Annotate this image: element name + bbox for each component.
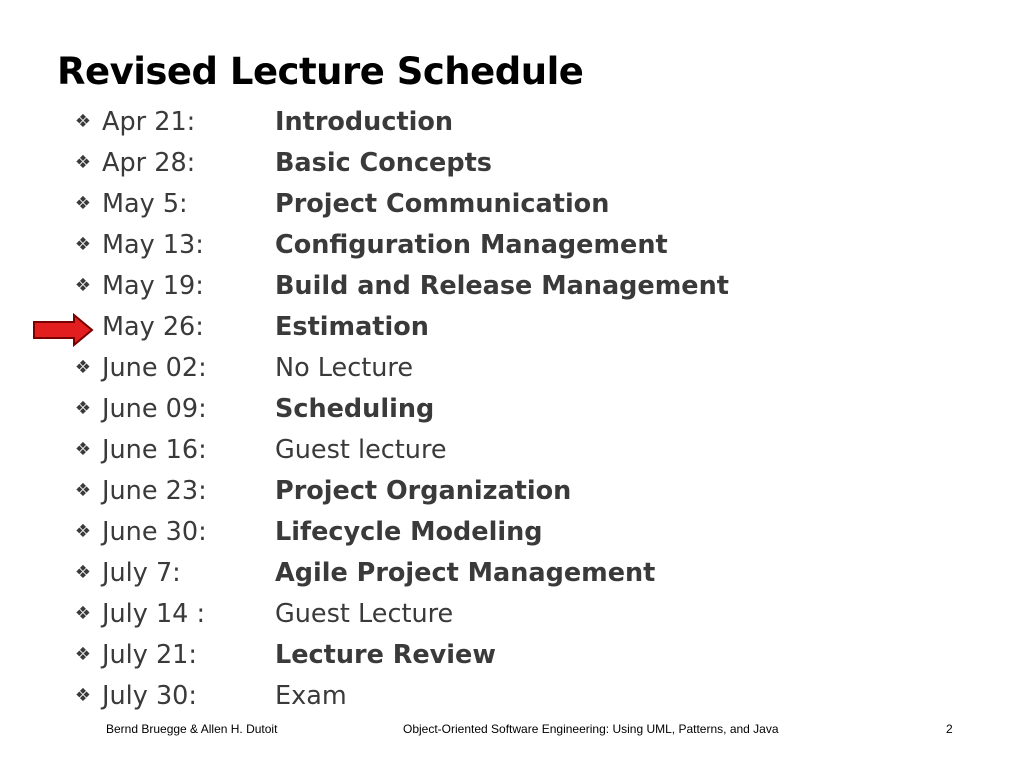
schedule-item [72,346,972,387]
diamond-bullet-icon: ❖ [74,193,92,214]
footer-page-number: 2 [946,722,953,736]
schedule-topic: Introduction [275,107,454,137]
schedule-item [72,633,972,674]
schedule-topic: Agile Project Management [275,558,656,588]
schedule-date: June 16: [102,435,207,465]
schedule-date: June 09: [102,394,207,424]
schedule-topic: Exam [275,681,347,711]
schedule-topic: Guest lecture [275,435,447,465]
schedule-item [72,428,972,469]
schedule-item [72,510,972,551]
footer-book-title: Object-Oriented Software Engineering: Using UML, Patterns, and Java [403,722,779,736]
schedule-date: June 30: [102,517,207,547]
schedule-topic: Guest Lecture [275,599,454,629]
schedule-topic: Configuration Management [275,230,668,260]
schedule-item [72,592,972,633]
slide-title: Revised Lecture Schedule [57,50,584,93]
schedule-date: July 21: [102,640,198,670]
red-arrow-icon [32,313,94,347]
schedule-date: May 19: [102,271,204,301]
schedule-item [72,305,972,346]
schedule-item [72,551,972,592]
diamond-bullet-icon: ❖ [74,152,92,173]
schedule-date: June 02: [102,353,207,383]
diamond-bullet-icon: ❖ [74,480,92,501]
schedule-item [72,674,972,715]
diamond-bullet-icon: ❖ [74,357,92,378]
schedule-topic: Estimation [275,312,429,342]
schedule-item [72,469,972,510]
schedule-item [72,141,972,182]
diamond-bullet-icon: ❖ [74,275,92,296]
schedule-topic: Scheduling [275,394,435,424]
diamond-bullet-icon: ❖ [74,685,92,706]
schedule-topic: Project Organization [275,476,572,506]
footer-authors: Bernd Bruegge & Allen H. Dutoit [106,722,278,736]
diamond-bullet-icon: ❖ [74,603,92,624]
schedule-date: May 13: [102,230,204,260]
diamond-bullet-icon: ❖ [74,521,92,542]
schedule-item [72,387,972,428]
schedule-date: May 26: [102,312,204,342]
schedule-date: July 7: [102,558,181,588]
slide-footer [0,722,1024,742]
diamond-bullet-icon: ❖ [74,398,92,419]
diamond-bullet-icon: ❖ [74,562,92,583]
schedule-date: June 23: [102,476,207,506]
schedule-topic: Basic Concepts [275,148,492,178]
schedule-date: July 14 : [102,599,206,629]
schedule-item [72,182,972,223]
diamond-bullet-icon: ❖ [74,644,92,665]
schedule-topic: Build and Release Management [275,271,729,301]
schedule-date: May 5: [102,189,188,219]
schedule-date: Apr 28: [102,148,196,178]
schedule-date: July 30: [102,681,198,711]
diamond-bullet-icon: ❖ [74,439,92,460]
schedule-item [72,264,972,305]
schedule-topic: Project Communication [275,189,610,219]
schedule-item [72,100,972,141]
schedule-list [72,100,972,715]
diamond-bullet-icon: ❖ [74,111,92,132]
schedule-item [72,223,972,264]
schedule-topic: Lifecycle Modeling [275,517,543,547]
schedule-date: Apr 21: [102,107,196,137]
diamond-bullet-icon: ❖ [74,234,92,255]
schedule-topic: No Lecture [275,353,414,383]
schedule-topic: Lecture Review [275,640,496,670]
